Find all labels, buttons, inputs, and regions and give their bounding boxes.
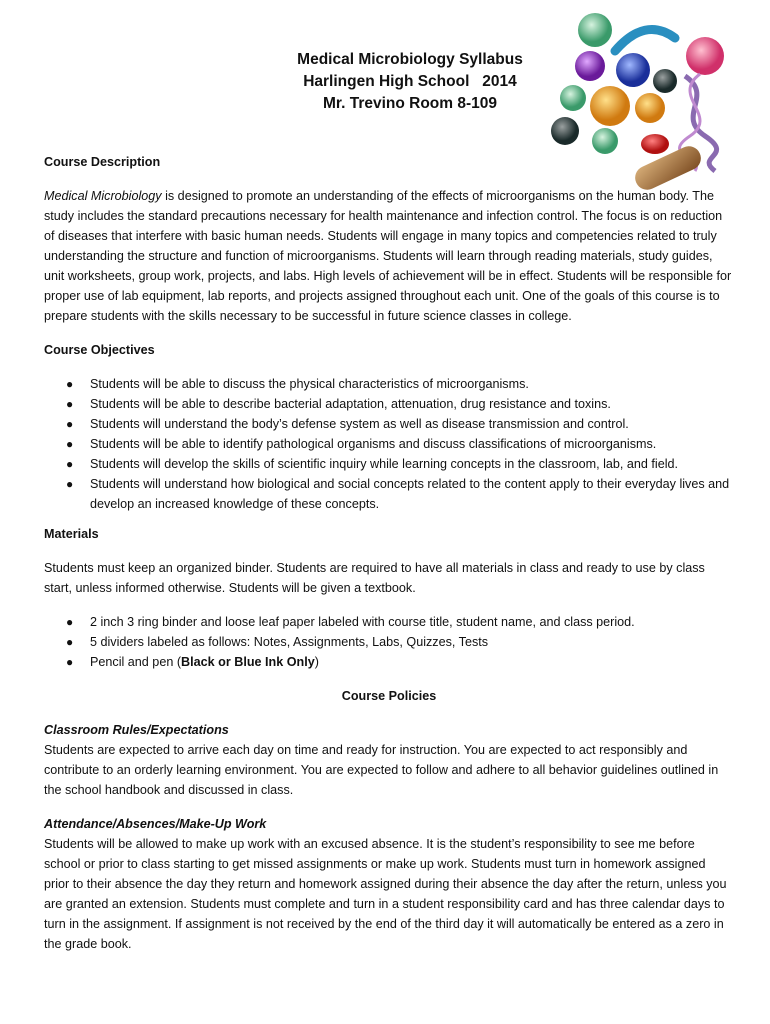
blue-rod-icon [615, 30, 675, 51]
course-description-body: is designed to promote an understanding of the effects of microorganisms on the human body. The study includes the standard precautions necessary for health maintenance and infection control. The focus is on reduction of diseases that interfere with basic human needs. Students will engage in many topics and competencies related to truly understanding the structure and function of microorganisms. Students will learn through reading materials, study guides, unit worksheets, group work, projects, and labs. High levels of achievement will be in effect. Students will be responsible for proper use of lab equipment, lab reports, and projects assigned throughout each unit. One of the goals of this course is to prepare students with the skills necessary to be successful in future science classes in college. [44, 189, 732, 323]
title-line-1: Medical Microbiology Syllabus [297, 51, 523, 68]
list-item: ● 2 inch 3 ring binder and loose leaf paper labeled with course title, student name, and class period. [44, 612, 734, 632]
bullet-icon: ● [66, 457, 74, 471]
green-spore-icon [592, 128, 618, 154]
course-description-text [44, 186, 734, 326]
blue-virus-icon [616, 53, 650, 87]
list-item: ● Students will be able to identify pathological organisms and discuss classifications of microorganisms. [44, 434, 734, 454]
bullet-icon: ● [66, 477, 74, 491]
bullet-icon: ● [66, 655, 74, 669]
yellow-cell-icon [635, 93, 665, 123]
list-item: ● Students will understand how biological and social concepts related to the content apply to their everyday lives and develop an increased knowledge of these concepts. [44, 474, 734, 514]
list-item: ● 5 dividers labeled as follows: Notes, Assignments, Labs, Quizzes, Tests [44, 632, 734, 652]
classroom-rules-heading: Classroom Rules/Expectations [44, 723, 229, 737]
materials-text: Students must keep an organized binder. Students are required to have all materials in class and ready to use by class start, unless informed otherwise. Students will be given a textbook. [44, 561, 705, 595]
classroom-rules-text: Students are expected to arrive each day on time and ready for instruction. You are expected to act responsibly and contribute to an orderly learning environment. You are expected to follow and adhere to all behavior guidelines outlined in the school handbook and discussed in class. [44, 743, 719, 797]
attendance-heading: Attendance/Absences/Make-Up Work [44, 817, 267, 831]
list-item: ● Students will be able to discuss the physical characteristics of microorganisms. [44, 374, 734, 394]
course-name-italic: Medical Microbiology [44, 189, 162, 203]
course-description-heading: Course Description [44, 155, 161, 169]
bullet-icon: ● [66, 397, 74, 411]
red-blood-cell-icon [641, 134, 669, 154]
bullet-icon: ● [66, 377, 74, 391]
syllabus-content [44, 152, 734, 954]
dark-virus-icon [551, 117, 579, 145]
green-cell-icon [578, 13, 612, 47]
course-objectives-list [44, 374, 734, 514]
list-item: ● Pencil and pen (Black or Blue Ink Only) [44, 652, 734, 672]
list-item: ● Students will develop the skills of scientific inquiry while learning concepts in the classroom, lab, and field. [44, 454, 734, 474]
dark-cell-icon [653, 69, 677, 93]
pink-virus-icon [686, 37, 724, 75]
bullet-icon: ● [66, 615, 74, 629]
ink-requirement: Black or Blue Ink Only [181, 655, 315, 669]
title-line-3: Mr. Trevino Room 8-109 [323, 95, 497, 112]
attendance-text: Students will be allowed to make up work with an excused absence. It is the student’s responsibility to see me before school or prior to class starting to get missed assignments or make up work. Students must turn in homework assigned prior to their absence the day they return and homework assigned during their absence the day after the return, unless you are granted an extension. Students must complete and turn in a student responsibility card and has three calendar days to turn in the assignment. If assignment is not received by the end of the third day it will automatically be entered as a zero in the grade book. [44, 837, 727, 951]
materials-heading: Materials [44, 527, 99, 541]
bullet-icon: ● [66, 635, 74, 649]
bullet-icon: ● [66, 437, 74, 451]
course-policies-heading: Course Policies [341, 689, 437, 703]
list-item: ● Students will be able to describe bacterial adaptation, attenuation, drug resistance and toxins. [44, 394, 734, 414]
document-title [220, 49, 600, 115]
bullet-icon: ● [66, 417, 74, 431]
title-line-2: Harlingen High School 2014 [303, 73, 517, 90]
course-objectives-heading: Course Objectives [44, 343, 155, 357]
materials-list [44, 612, 734, 672]
list-item: ● Students will understand the body’s defense system as well as disease transmission and control. [44, 414, 734, 434]
